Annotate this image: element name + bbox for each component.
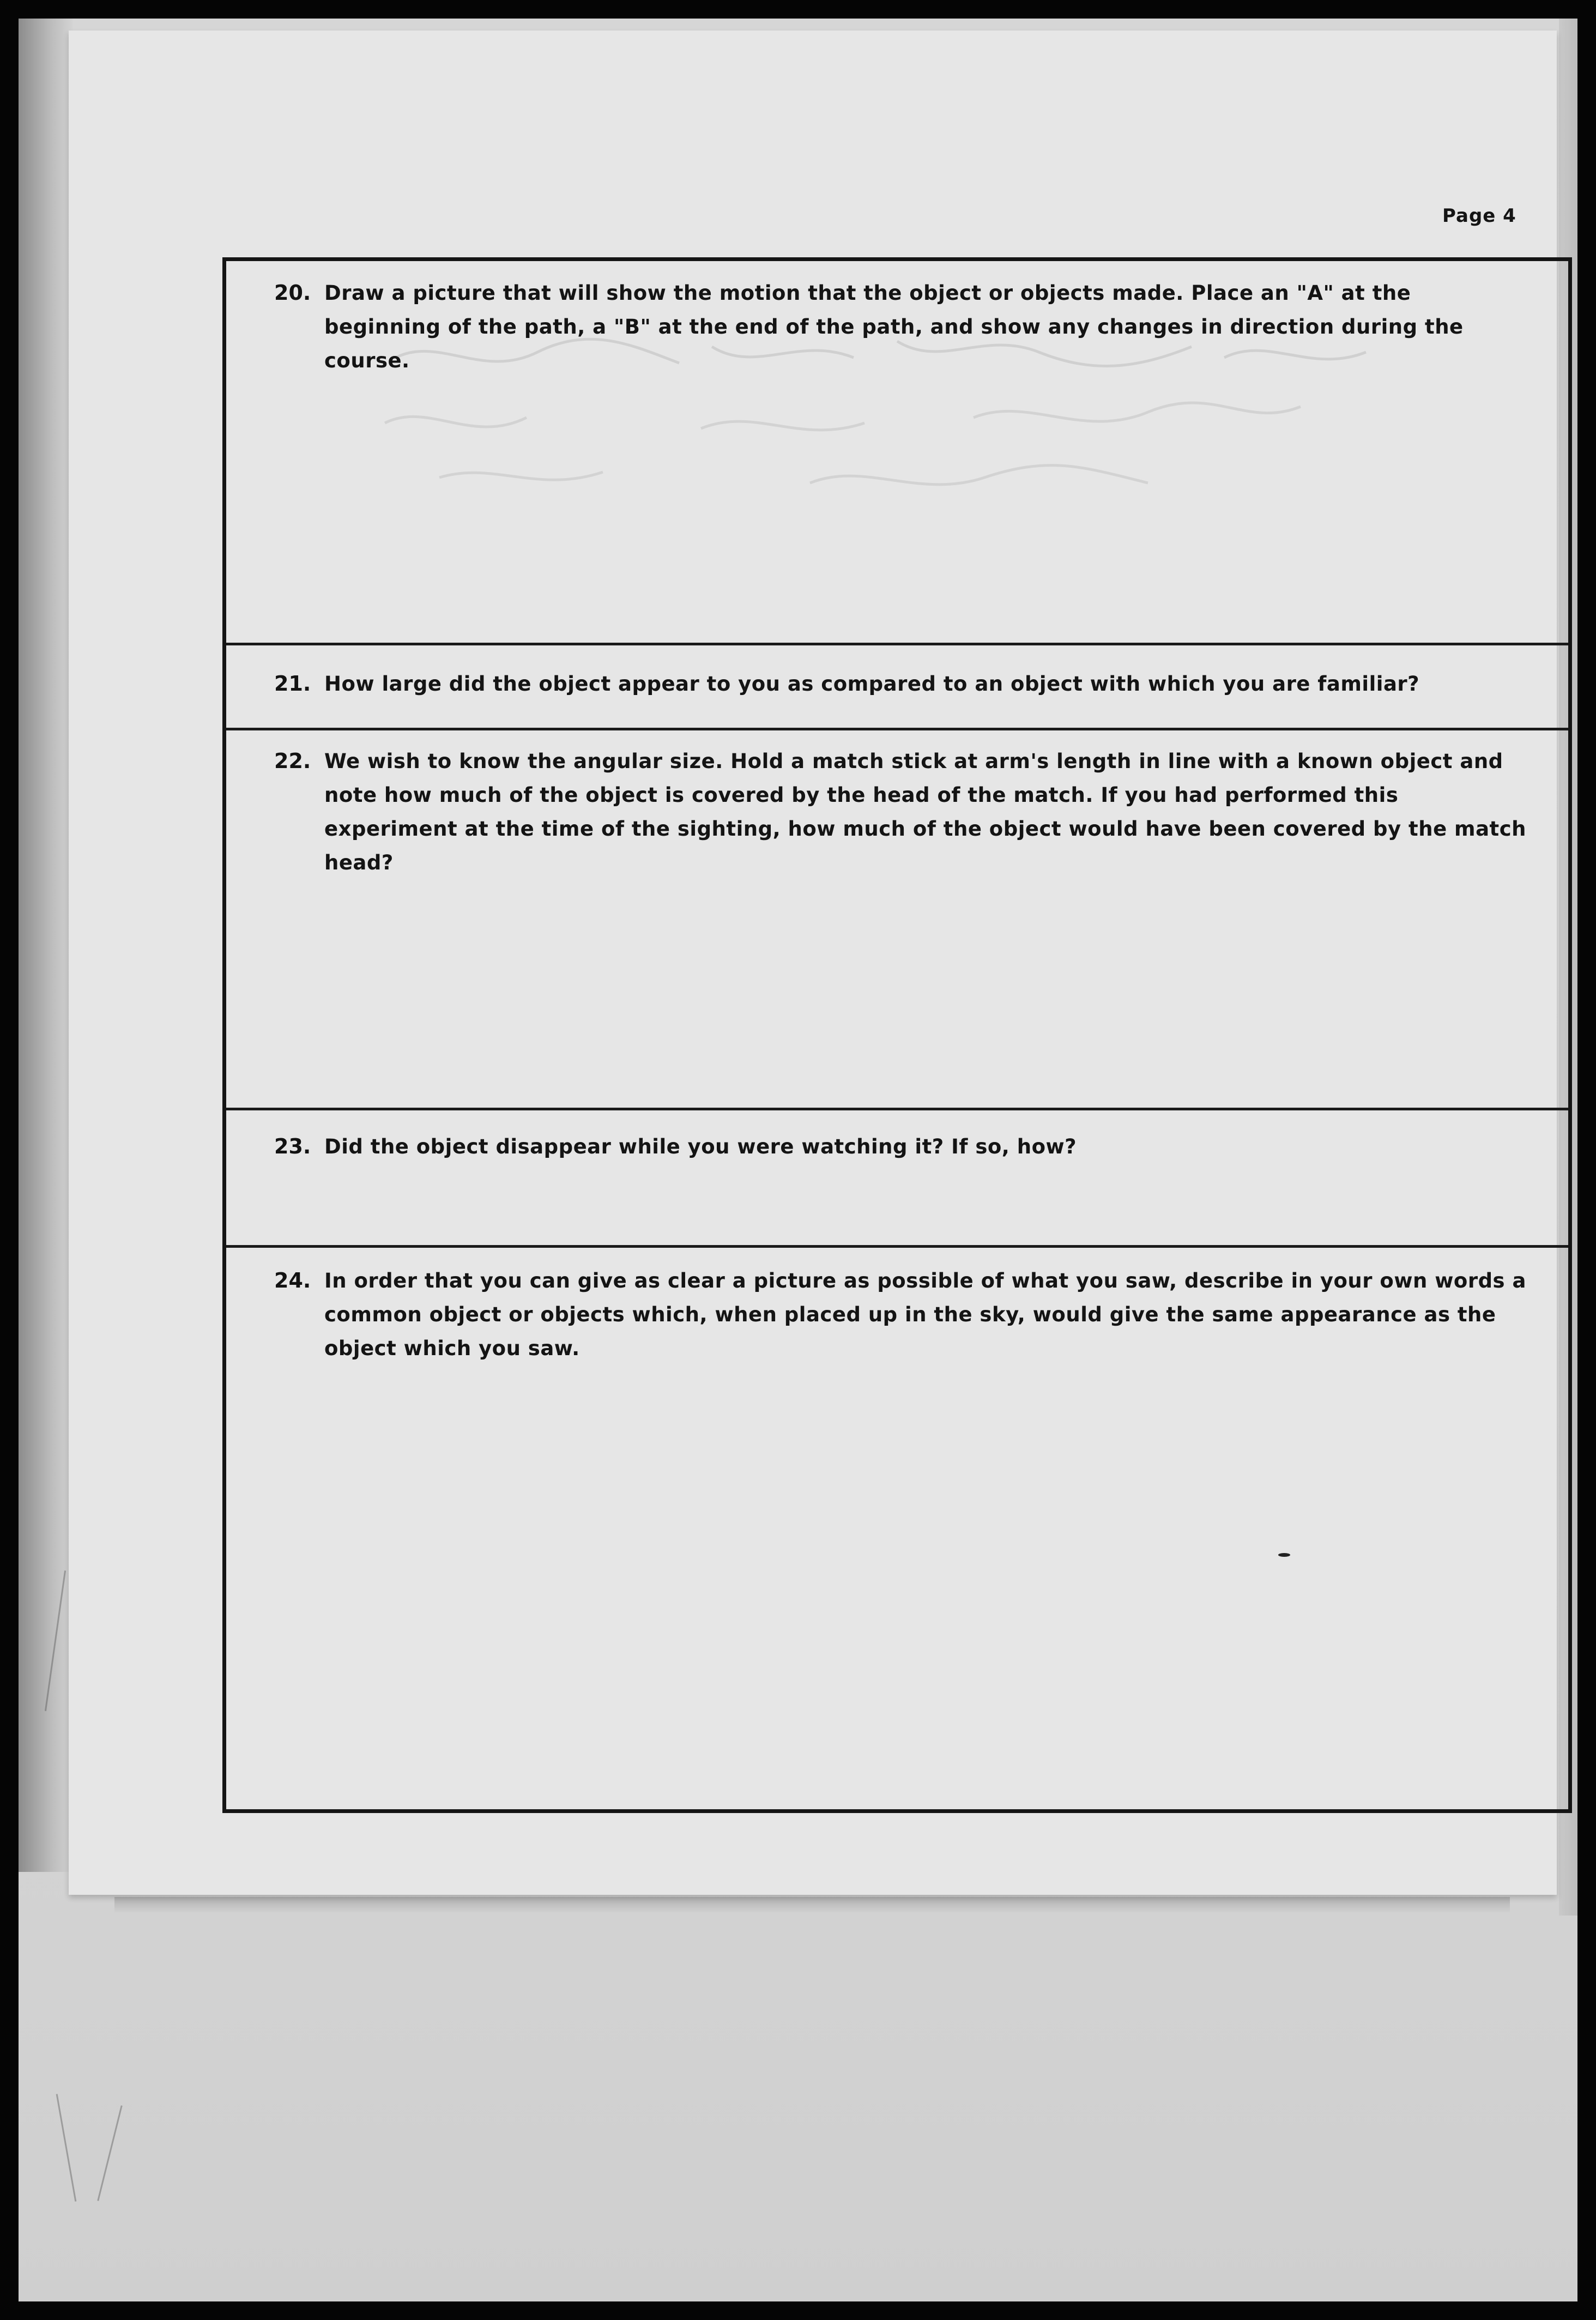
question-23-number: 23. bbox=[274, 1134, 311, 1158]
question-20-text: Draw a picture that will show the motion that the object or objects made. Place an "A" at the beginning of the path, a "B" at the end of the path, and show any changes in direction during the course. bbox=[324, 281, 1464, 372]
question-24-answer-area[interactable] bbox=[226, 1384, 1568, 1804]
sheet-shadow bbox=[114, 1897, 1510, 1913]
question-20-answer-area[interactable] bbox=[226, 359, 1568, 643]
question-23-text: Did the object disappear while you were watching it? If so, how? bbox=[324, 1135, 1077, 1158]
question-24-text: In order that you can give as clear a picture as possible of what you saw, describe in your own words a common object or objects which, when placed up in the sky, would give the same appearance as the object which you saw. bbox=[324, 1269, 1526, 1360]
question-24-section bbox=[226, 1248, 1568, 1809]
question-22-text: We wish to know the angular size. Hold a match stick at arm's length in line with a known object and note how much of the object is covered by the head of the match. If you had performed this experiment at the time of the sighting, how much of the object would have been covered by the match head? bbox=[324, 750, 1527, 874]
question-23-section bbox=[226, 1110, 1568, 1248]
question-21-answer-area[interactable] bbox=[226, 705, 1568, 727]
question-22-section bbox=[226, 730, 1568, 1110]
question-24-number: 24. bbox=[274, 1268, 311, 1292]
scan-left-edge bbox=[19, 19, 73, 1872]
form-page bbox=[69, 31, 1557, 1895]
question-20-number: 20. bbox=[274, 281, 311, 305]
question-23-answer-area[interactable] bbox=[226, 1170, 1568, 1244]
questions-box bbox=[222, 257, 1572, 1813]
page-number: Page 4 bbox=[1442, 205, 1516, 227]
question-21-section bbox=[226, 645, 1568, 730]
question-21-number: 21. bbox=[274, 672, 311, 696]
ink-speck bbox=[1278, 1553, 1290, 1557]
question-22-answer-area[interactable] bbox=[226, 861, 1568, 1107]
question-21-text: How large did the object appear to you as compared to an object with which you are familiar? bbox=[324, 672, 1420, 696]
question-20-section bbox=[226, 261, 1568, 645]
question-22-number: 22. bbox=[274, 749, 311, 773]
